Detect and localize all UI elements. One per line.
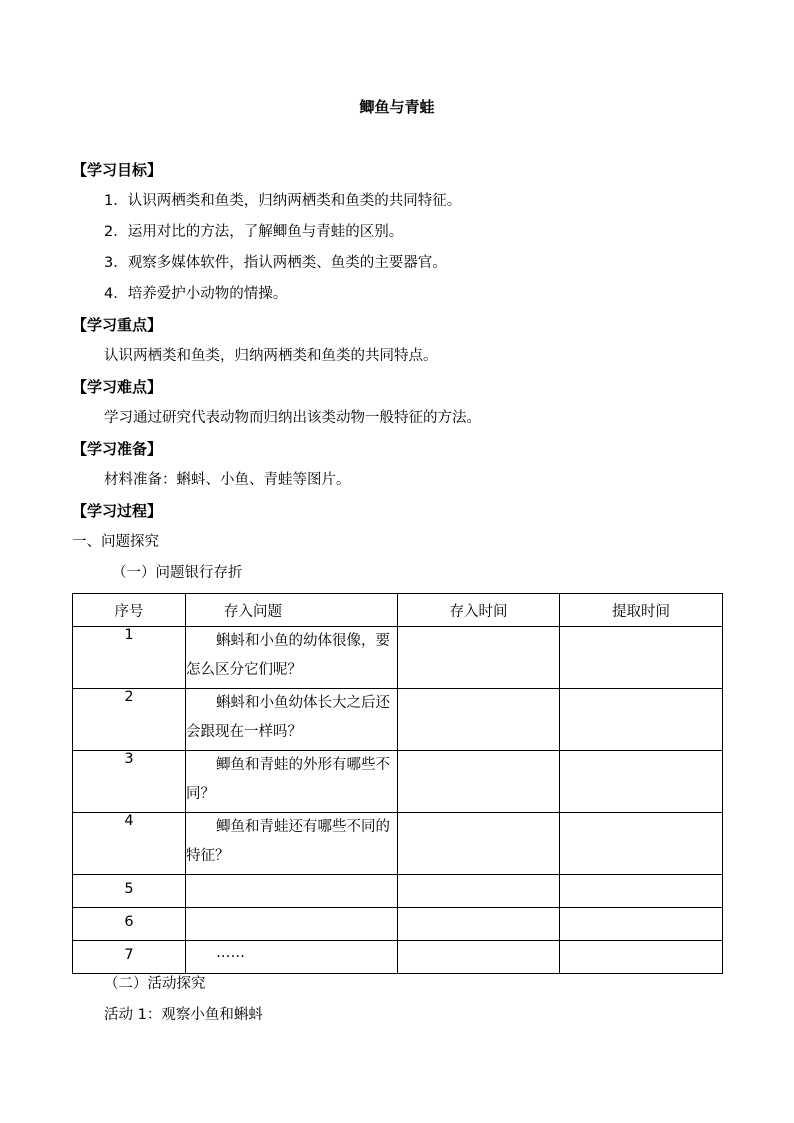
header-question: 存入问题 (186, 594, 398, 627)
row-number: 5 (73, 875, 186, 908)
row-number: 6 (73, 908, 186, 941)
row-deposit-time (398, 813, 560, 875)
table-row (73, 941, 723, 974)
goals-heading: 【学习目标】 (72, 161, 163, 179)
row-deposit-time (398, 751, 560, 813)
row-number: 7 (73, 941, 186, 974)
header-seq: 序号 (73, 594, 186, 627)
row-withdraw-time (560, 908, 723, 941)
row-question: 鲫鱼和青蛙还有哪些不同的特征？ (186, 813, 398, 875)
table-row (73, 908, 723, 941)
row-withdraw-time (560, 627, 723, 689)
activity1-title: 活动 1：观察小鱼和蝌蚪 (104, 1007, 263, 1023)
question-bank-table (72, 593, 723, 974)
row-question (186, 908, 398, 941)
difficulty-text: 学习通过研究代表动物而归纳出该类动物一般特征的方法。 (104, 410, 481, 426)
table-row (73, 627, 723, 689)
row-withdraw-time (560, 751, 723, 813)
row-deposit-time (398, 941, 560, 974)
row-withdraw-time (560, 689, 723, 751)
prep-heading: 【学习准备】 (72, 440, 163, 458)
row-number: 4 (73, 813, 186, 875)
goal-item: 4．培养爱护小动物的情操。 (104, 286, 288, 302)
table-header-row (73, 594, 723, 627)
difficulty-heading: 【学习难点】 (72, 378, 163, 396)
table-row (73, 875, 723, 908)
goal-item: 2．运用对比的方法，了解鲫鱼与青蛙的区别。 (104, 224, 404, 240)
header-deposit-time: 存入时间 (398, 594, 560, 627)
row-withdraw-time (560, 875, 723, 908)
goal-item: 1．认识两栖类和鱼类，归纳两栖类和鱼类的共同特征。 (104, 193, 462, 209)
row-question: 蝌蚪和小鱼的幼体很像，要怎么区分它们呢？ (186, 627, 398, 689)
key-text: 认识两栖类和鱼类，归纳两栖类和鱼类的共同特点。 (104, 348, 438, 364)
row-number: 3 (73, 751, 186, 813)
prep-text: 材料准备：蝌蚪、小鱼、青蛙等图片。 (104, 472, 351, 488)
row-withdraw-time (560, 813, 723, 875)
table-row (73, 689, 723, 751)
key-heading: 【学习重点】 (72, 316, 163, 334)
row-deposit-time (398, 875, 560, 908)
part1-sub1-title: （一）问题银行存折 (112, 565, 243, 581)
row-question: 鲫鱼和青蛙的外形有哪些不同？ (186, 751, 398, 813)
table-row (73, 751, 723, 813)
row-withdraw-time (560, 941, 723, 974)
header-withdraw-time: 提取时间 (560, 594, 723, 627)
process-heading: 【学习过程】 (72, 502, 163, 520)
part1-sub2-title: （二）活动探究 (104, 976, 206, 992)
row-deposit-time (398, 627, 560, 689)
row-question: 蝌蚪和小鱼幼体长大之后还会跟现在一样吗？ (186, 689, 398, 751)
row-deposit-time (398, 908, 560, 941)
row-question (186, 875, 398, 908)
part1-title: 一、问题探究 (72, 534, 159, 550)
row-number: 1 (73, 627, 186, 689)
goal-item: 3．观察多媒体软件，指认两栖类、鱼类的主要器官。 (104, 255, 447, 271)
table-row (73, 813, 723, 875)
row-question: …… (186, 941, 398, 974)
row-number: 2 (73, 689, 186, 751)
row-deposit-time (398, 689, 560, 751)
page-title: 鲫鱼与青蛙 (359, 98, 435, 116)
